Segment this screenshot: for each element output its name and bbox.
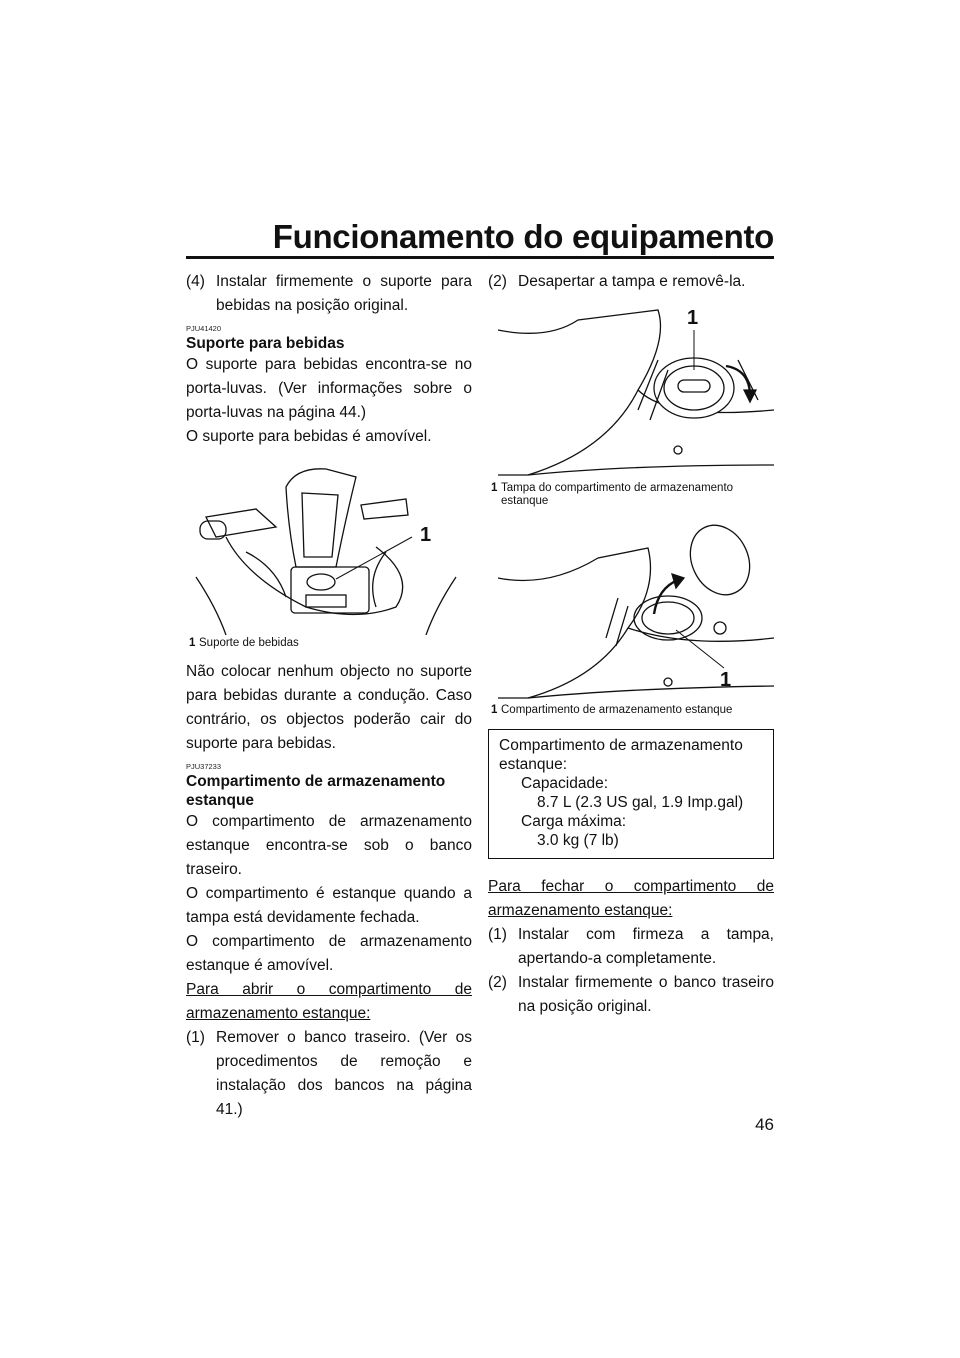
step-number: (2) xyxy=(488,273,507,290)
step-text: Remover o banco traseiro. (Ver os procedimentos de remoção e instalação dos bancos na página 41.) xyxy=(216,1029,472,1118)
step-text: Instalar com firmeza a tampa, apertando-a completamente. xyxy=(518,926,774,967)
step-text: Instalar firmemente o suporte para bebidas na posição original. xyxy=(216,273,472,314)
caption-number: 1 xyxy=(491,704,498,716)
caption-text: Tampa do compartimento de armazenamento estanque xyxy=(501,482,734,507)
section-code: PJU41420 xyxy=(186,324,222,333)
page-title: Funcionamento do equipamento xyxy=(272,218,774,255)
step-text: Instalar firmemente o banco traseiro na posição original. xyxy=(518,974,774,1015)
cupholder-heading: Suporte para bebidas xyxy=(186,335,345,352)
close-step-2 xyxy=(488,971,774,1019)
storage-paragraph-2: O compartimento é estanque quando a tampa está devidamente fechada. xyxy=(186,885,472,926)
cupholder-paragraph-3: Não colocar nenhum objecto no suporte para bebidas durante a condução. Caso contrário, os objectos poderão cair do suporte para bebidas. xyxy=(186,663,472,752)
section-code: PJU37233 xyxy=(186,762,222,771)
figure-callout: 1 xyxy=(420,524,432,546)
cupholder-paragraph-2: O suporte para bebidas é amovível. xyxy=(186,428,432,445)
callout-leader-line xyxy=(186,457,472,635)
step-number: (4) xyxy=(186,273,205,290)
step-4 xyxy=(186,270,472,318)
close-step-1 xyxy=(488,923,774,971)
step-number: (1) xyxy=(488,926,507,943)
max-load-label: Carga máxima: xyxy=(521,813,627,830)
caption-text: Compartimento de armazenamento estanque xyxy=(501,704,733,716)
specification-box xyxy=(488,729,774,859)
right-column xyxy=(488,270,774,1019)
figure-caption xyxy=(488,482,774,508)
storage-heading: Compartimento de armazenamento estanque xyxy=(186,773,446,809)
close-instructions-heading: Para fechar o compartimento de armazenamento estanque: xyxy=(488,878,774,919)
lid-figure xyxy=(488,300,774,480)
capacity-value: 8.7 L (2.3 US gal, 1.9 Imp.gal) xyxy=(537,794,744,811)
figure-caption xyxy=(186,637,472,650)
title-rule xyxy=(186,256,774,259)
lid-illustration xyxy=(488,300,774,480)
caption-number: 1 xyxy=(189,637,196,649)
cupholder-paragraph-1: O suporte para bebidas encontra-se no porta-luvas. (Ver informações sobre o porta-luvas na página 44.) xyxy=(186,356,472,421)
capacity-label: Capacidade: xyxy=(521,775,609,792)
step-number: (2) xyxy=(488,974,507,991)
caption-text: Suporte de bebidas xyxy=(199,637,299,649)
max-load-value: 3.0 kg (7 lb) xyxy=(537,832,619,849)
step-number: (1) xyxy=(186,1029,205,1046)
caption-number: 1 xyxy=(491,482,498,494)
open-instructions-heading: Para abrir o compartimento de armazenamento estanque: xyxy=(186,981,472,1022)
figure-callout: 1 xyxy=(687,307,699,329)
storage-paragraph-1: O compartimento de armazenamento estanque encontra-se sob o banco traseiro. xyxy=(186,813,472,878)
page-number: 46 xyxy=(755,1115,774,1134)
spec-title: Compartimento de armazenamento estanque: xyxy=(499,737,743,773)
step-2 xyxy=(488,270,774,294)
step-text: Desapertar a tampa e removê-la. xyxy=(518,273,746,290)
storage-paragraph-3: O compartimento de armazenamento estanque é amovível. xyxy=(186,933,472,974)
figure-caption xyxy=(488,704,774,717)
compartment-figure xyxy=(488,518,774,702)
step-1 xyxy=(186,1026,472,1122)
left-column xyxy=(186,270,472,1122)
figure-callout: 1 xyxy=(720,669,732,691)
cupholder-figure xyxy=(186,457,472,635)
